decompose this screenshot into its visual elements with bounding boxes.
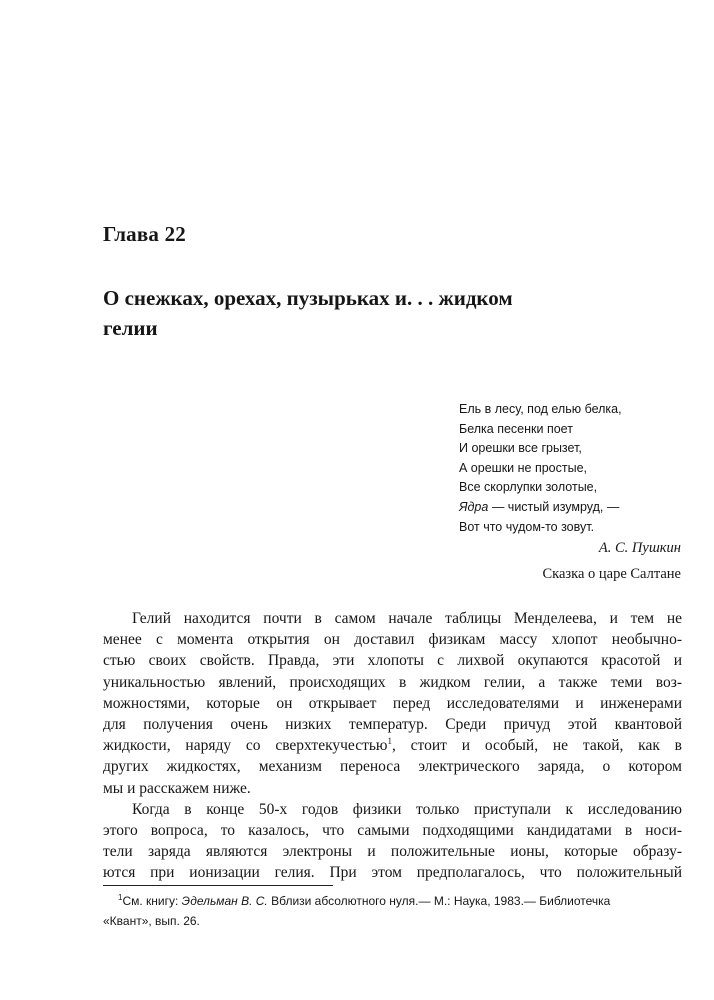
body-line: менее с момента открытия он доставил физикам массу хлопот необычно- <box>103 631 682 649</box>
footnote-author: Эдельман В. С. <box>181 894 268 908</box>
epigraph-line <box>459 498 689 518</box>
body-line: для получения очень низких температур. Среди причуд этой квантовой <box>103 715 682 733</box>
body-line-part: , стоит и особый, не такой, как в <box>392 737 682 755</box>
footnote-reference: 1 <box>387 736 392 747</box>
body-line: этого вопроса, то казалось, что самыми подходящими кандидатами в носи- <box>103 821 682 839</box>
body-line: стью своих свойств. Правда, эти хлопоты с лихвой окупаются красотой и <box>103 652 682 670</box>
body-line <box>103 735 682 756</box>
chapter-title-line: гелии <box>103 316 158 340</box>
footnote-marker: 1 <box>118 893 123 902</box>
footnote <box>103 891 683 931</box>
body-line: Гелий находится почти в самом начале таблицы Менделеева, и тем не <box>132 610 682 627</box>
epigraph-line: А орешки не простые, <box>459 460 588 475</box>
body-line: уникальностью явлений, происходящих в жидком гелии, а также теми воз- <box>103 673 682 691</box>
chapter-label: Глава 22 <box>103 222 186 246</box>
body-line-part: жидкости, наряду со сверхтекучестью <box>103 737 388 755</box>
epigraph-line: Белка песенки поет <box>459 421 573 436</box>
footnote-text: Вблизи абсолютного нуля.— М.: Наука, 1983.— Библиотечка <box>267 894 611 908</box>
body-line: мы и расскажем ниже. <box>103 779 251 797</box>
chapter-title <box>103 283 683 343</box>
epigraph-line: Вот что чудом-то зовут. <box>459 519 595 534</box>
epigraph-line: Все скорлупки золотые, <box>459 480 598 495</box>
epigraph-line: И орешки все грызет, <box>459 441 582 456</box>
body-line: ются при ионизации гелия. При этом предполагалось, что положительный <box>103 864 682 882</box>
epigraph-line-rest: — чистый изумруд, — <box>491 499 620 514</box>
chapter-title-line: О снежках, орехах, пузырьках и. . . жидком <box>103 286 513 310</box>
body-text <box>103 608 682 883</box>
footnote-prefix: См. книгу: <box>122 894 182 908</box>
epigraph-line: Ель в лесу, под елью белка, <box>459 402 622 416</box>
epigraph-poem <box>459 400 689 537</box>
epigraph-author: А. С. Пушкин <box>598 540 681 556</box>
footnote-line <box>103 891 683 911</box>
body-line: других жидкостях, механизм переноса электрического заряда, о котором <box>103 758 682 776</box>
epigraph-source: Сказка о царе Салтане <box>542 566 681 582</box>
footnote-divider <box>103 885 333 886</box>
body-line: Когда в конце 50-х годов физики только приступали к исследованию <box>132 800 682 818</box>
body-line: тели заряда являются электроны и положительные ионы, которые образу- <box>103 843 682 861</box>
footnote-line: «Квант», вып. 26. <box>103 914 200 928</box>
body-line: можностями, которые он открывает перед исследователями и инженерами <box>103 694 682 712</box>
epigraph-italic-word: Ядра <box>459 499 489 514</box>
